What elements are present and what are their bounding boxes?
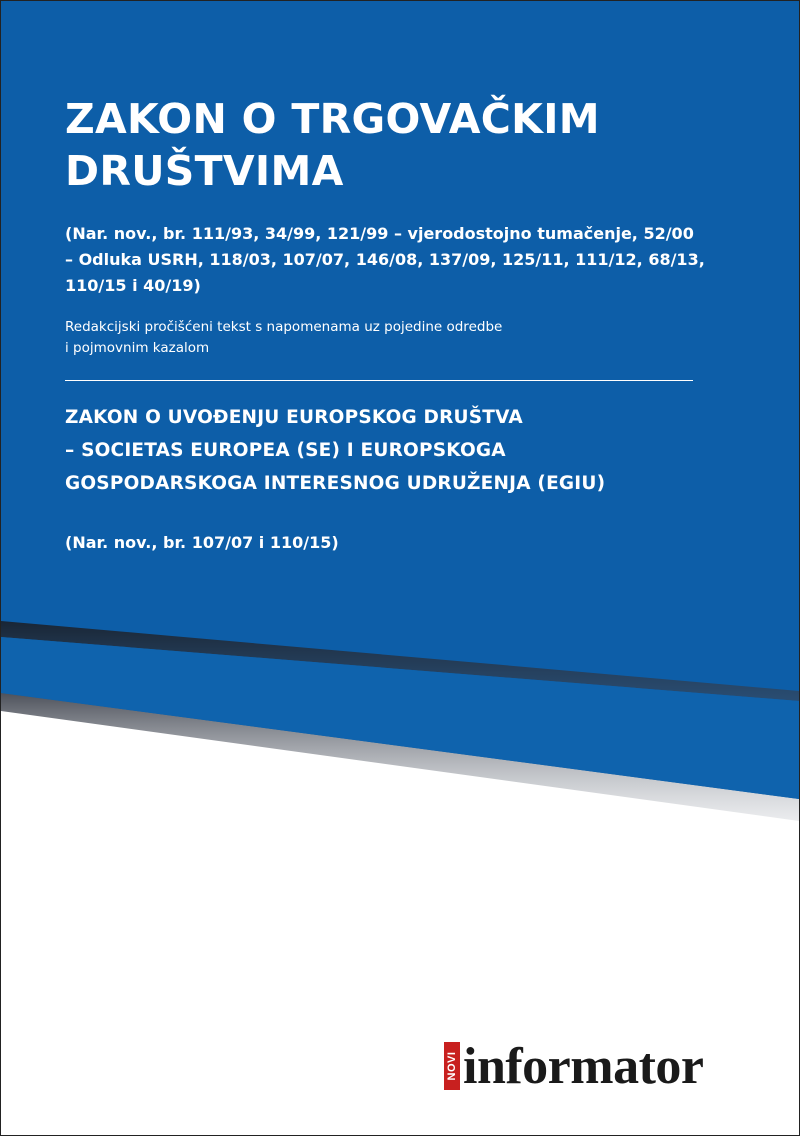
logo-badge-text: NOVI	[446, 1051, 458, 1081]
editorial-note: Redakcijski pročišćeni tekst s napomenama uz pojedine odredbe i pojmovnim kazalom	[65, 319, 503, 356]
second-title: ZAKON O UVOĐENJU EUROPSKOG DRUŠTVA – SOCIETAS EUROPEA (SE) I EUROPSKOGA GOSPODARSKOGA INTERESNOG UDRUŽENJA (EGIU)	[65, 407, 606, 494]
publisher-logo	[444, 1039, 703, 1095]
main-citation: (Nar. nov., br. 111/93, 34/99, 121/99 – vjerodostojno tumačenje, 52/00 – Odluka USRH, 118/03, 107/07, 146/08, 137/09, 125/11, 111/12, 68/13, 110/15 i 40/19)	[65, 224, 705, 295]
divider-line	[65, 380, 693, 381]
main-title: ZAKON O TRGOVAČKIM DRUŠTVIMA	[65, 95, 600, 195]
logo-badge	[444, 1042, 460, 1090]
second-citation: (Nar. nov., br. 107/07 i 110/15)	[65, 533, 339, 552]
logo-wordmark: informator	[463, 1038, 704, 1095]
